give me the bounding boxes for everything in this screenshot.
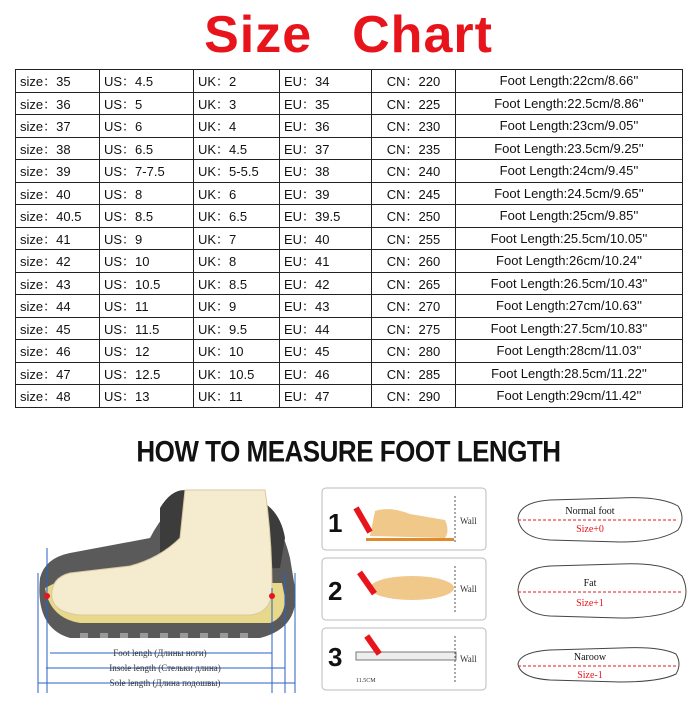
uk-cell: UK：4 bbox=[194, 115, 280, 138]
insole-length-label: Insole length (Стельки длина) bbox=[109, 663, 221, 673]
us-cell: US：12.5 bbox=[100, 362, 194, 385]
us-cell: US：7-7.5 bbox=[100, 160, 194, 183]
normal-foot-label: Normal foot bbox=[565, 506, 615, 517]
cn-cell: CN：265 bbox=[372, 272, 456, 295]
fat-foot-outline bbox=[518, 564, 686, 618]
ruler-label: 11.5CM bbox=[356, 678, 376, 684]
eu-cell: EU：37 bbox=[280, 137, 372, 160]
table-row bbox=[16, 182, 683, 205]
uk-cell: UK：10.5 bbox=[194, 362, 280, 385]
cn-cell: CN：245 bbox=[372, 182, 456, 205]
step-3-wall-label: Wall bbox=[460, 654, 477, 664]
table-row bbox=[16, 295, 683, 318]
eu-cell: EU：41 bbox=[280, 250, 372, 273]
eu-cell: EU：47 bbox=[280, 385, 372, 408]
table-row bbox=[16, 385, 683, 408]
foot-length-cell: Foot Length:24cm/9.45'' bbox=[456, 160, 683, 183]
foot-length-cell: Foot Length:26.5cm/10.43'' bbox=[456, 272, 683, 295]
eu-cell: EU：34 bbox=[280, 70, 372, 93]
shoe-cross-section-diagram bbox=[10, 478, 310, 700]
step-1-number: 1 bbox=[328, 508, 343, 538]
step-1-wall-label: Wall bbox=[460, 516, 477, 526]
narrow-foot-size: Size-1 bbox=[577, 670, 603, 681]
size-cell: size：42 bbox=[16, 250, 100, 273]
page-title bbox=[0, 6, 697, 64]
table-row bbox=[16, 272, 683, 295]
foot-length-cell: Foot Length:22cm/8.66'' bbox=[456, 70, 683, 93]
us-cell: US：5 bbox=[100, 92, 194, 115]
table-row bbox=[16, 317, 683, 340]
uk-cell: UK：6 bbox=[194, 182, 280, 205]
eu-cell: EU：39.5 bbox=[280, 205, 372, 228]
ruler-icon bbox=[356, 652, 456, 660]
us-cell: US：9 bbox=[100, 227, 194, 250]
foot-length-cell: Foot Length:28cm/11.03'' bbox=[456, 340, 683, 363]
us-cell: US：8 bbox=[100, 182, 194, 205]
foot-type-normal bbox=[518, 498, 682, 542]
size-cell: size：47 bbox=[16, 362, 100, 385]
step-1 bbox=[322, 488, 486, 550]
size-cell: size：48 bbox=[16, 385, 100, 408]
size-cell: size：39 bbox=[16, 160, 100, 183]
uk-cell: UK：11 bbox=[194, 385, 280, 408]
foot-length-cell: Foot Length:28.5cm/11.22'' bbox=[456, 362, 683, 385]
uk-cell: UK：2 bbox=[194, 70, 280, 93]
cn-cell: CN：280 bbox=[372, 340, 456, 363]
foot-length-cell: Foot Length:22.5cm/8.86'' bbox=[456, 92, 683, 115]
eu-cell: EU：45 bbox=[280, 340, 372, 363]
heel-marker bbox=[44, 593, 50, 599]
size-cell: size：40 bbox=[16, 182, 100, 205]
eu-cell: EU：46 bbox=[280, 362, 372, 385]
foot-type-fat bbox=[518, 564, 686, 618]
eu-cell: EU：42 bbox=[280, 272, 372, 295]
size-cell: size：35 bbox=[16, 70, 100, 93]
us-cell: US：4.5 bbox=[100, 70, 194, 93]
step-3 bbox=[322, 628, 486, 690]
eu-cell: EU：39 bbox=[280, 182, 372, 205]
size-cell: size：41 bbox=[16, 227, 100, 250]
table-row bbox=[16, 92, 683, 115]
cn-cell: CN：240 bbox=[372, 160, 456, 183]
step-3-number: 3 bbox=[328, 642, 343, 672]
foot-type-narrow bbox=[518, 648, 679, 682]
table-row bbox=[16, 137, 683, 160]
us-cell: US：10.5 bbox=[100, 272, 194, 295]
cn-cell: CN：285 bbox=[372, 362, 456, 385]
cn-cell: CN：275 bbox=[372, 317, 456, 340]
foot-length-cell: Foot Length:25cm/9.85'' bbox=[456, 205, 683, 228]
title-word-chart: Chart bbox=[352, 6, 493, 64]
title-word-size: Size bbox=[204, 6, 313, 64]
eu-cell: EU：36 bbox=[280, 115, 372, 138]
foot-length-label: Foot lengh (Длины ноги) bbox=[113, 648, 207, 658]
fat-foot-size: Size+1 bbox=[576, 598, 604, 609]
cn-cell: CN：225 bbox=[372, 92, 456, 115]
cn-cell: CN：270 bbox=[372, 295, 456, 318]
size-cell: size：37 bbox=[16, 115, 100, 138]
uk-cell: UK：9 bbox=[194, 295, 280, 318]
table-row bbox=[16, 227, 683, 250]
size-cell: size：46 bbox=[16, 340, 100, 363]
foot-length-cell: Foot Length:23.5cm/9.25'' bbox=[456, 137, 683, 160]
uk-cell: UK：8.5 bbox=[194, 272, 280, 295]
narrow-foot-label: Naroow bbox=[573, 652, 607, 663]
size-chart-body bbox=[16, 70, 683, 408]
us-cell: US：6 bbox=[100, 115, 194, 138]
fat-foot-label: Fat bbox=[583, 578, 597, 589]
uk-cell: UK：8 bbox=[194, 250, 280, 273]
size-cell: size：36 bbox=[16, 92, 100, 115]
cn-cell: CN：235 bbox=[372, 137, 456, 160]
us-cell: US：11 bbox=[100, 295, 194, 318]
eu-cell: EU：35 bbox=[280, 92, 372, 115]
step-2-foot-icon bbox=[370, 576, 454, 600]
table-row bbox=[16, 70, 683, 93]
table-row bbox=[16, 160, 683, 183]
table-row bbox=[16, 205, 683, 228]
size-cell: size：44 bbox=[16, 295, 100, 318]
measure-heading: HOW TO MEASURE FOOT LENGTH bbox=[136, 433, 561, 469]
us-cell: US：6.5 bbox=[100, 137, 194, 160]
foot-length-cell: Foot Length:26cm/10.24'' bbox=[456, 250, 683, 273]
cn-cell: CN：220 bbox=[372, 70, 456, 93]
table-row bbox=[16, 115, 683, 138]
step-2-number: 2 bbox=[328, 576, 343, 606]
toe-marker bbox=[269, 593, 275, 599]
uk-cell: UK：5-5.5 bbox=[194, 160, 280, 183]
us-cell: US：11.5 bbox=[100, 317, 194, 340]
normal-foot-size: Size+0 bbox=[576, 524, 604, 535]
eu-cell: EU：43 bbox=[280, 295, 372, 318]
cn-cell: CN：255 bbox=[372, 227, 456, 250]
uk-cell: UK：3 bbox=[194, 92, 280, 115]
step-2 bbox=[322, 558, 486, 620]
table-row bbox=[16, 362, 683, 385]
cn-cell: CN：250 bbox=[372, 205, 456, 228]
us-cell: US：13 bbox=[100, 385, 194, 408]
cn-cell: CN：230 bbox=[372, 115, 456, 138]
us-cell: US：12 bbox=[100, 340, 194, 363]
foot-length-cell: Foot Length:29cm/11.42'' bbox=[456, 385, 683, 408]
cn-cell: CN：260 bbox=[372, 250, 456, 273]
size-cell: size：38 bbox=[16, 137, 100, 160]
us-cell: US：10 bbox=[100, 250, 194, 273]
foot-length-cell: Foot Length:25.5cm/10.05'' bbox=[456, 227, 683, 250]
eu-cell: EU：40 bbox=[280, 227, 372, 250]
foot-length-cell: Foot Length:24.5cm/9.65'' bbox=[456, 182, 683, 205]
foot-length-cell: Foot Length:23cm/9.05'' bbox=[456, 115, 683, 138]
foot-types-panel bbox=[510, 484, 692, 696]
measure-steps-panel bbox=[320, 486, 488, 692]
step-1-foot-icon bbox=[370, 509, 448, 538]
foot-length-cell: Foot Length:27cm/10.63'' bbox=[456, 295, 683, 318]
eu-cell: EU：38 bbox=[280, 160, 372, 183]
uk-cell: UK：9.5 bbox=[194, 317, 280, 340]
cn-cell: CN：290 bbox=[372, 385, 456, 408]
table-row bbox=[16, 250, 683, 273]
uk-cell: UK：10 bbox=[194, 340, 280, 363]
table-row bbox=[16, 340, 683, 363]
foot-length-cell: Foot Length:27.5cm/10.83'' bbox=[456, 317, 683, 340]
uk-cell: UK：6.5 bbox=[194, 205, 280, 228]
size-cell: size：43 bbox=[16, 272, 100, 295]
us-cell: US：8.5 bbox=[100, 205, 194, 228]
sole-ridges bbox=[80, 633, 248, 638]
size-chart-table bbox=[15, 69, 683, 408]
size-cell: size：45 bbox=[16, 317, 100, 340]
sole-length-label: Sole length (Длина подошвы) bbox=[109, 678, 221, 688]
step-2-wall-label: Wall bbox=[460, 584, 477, 594]
size-cell: size：40.5 bbox=[16, 205, 100, 228]
uk-cell: UK：4.5 bbox=[194, 137, 280, 160]
eu-cell: EU：44 bbox=[280, 317, 372, 340]
uk-cell: UK：7 bbox=[194, 227, 280, 250]
